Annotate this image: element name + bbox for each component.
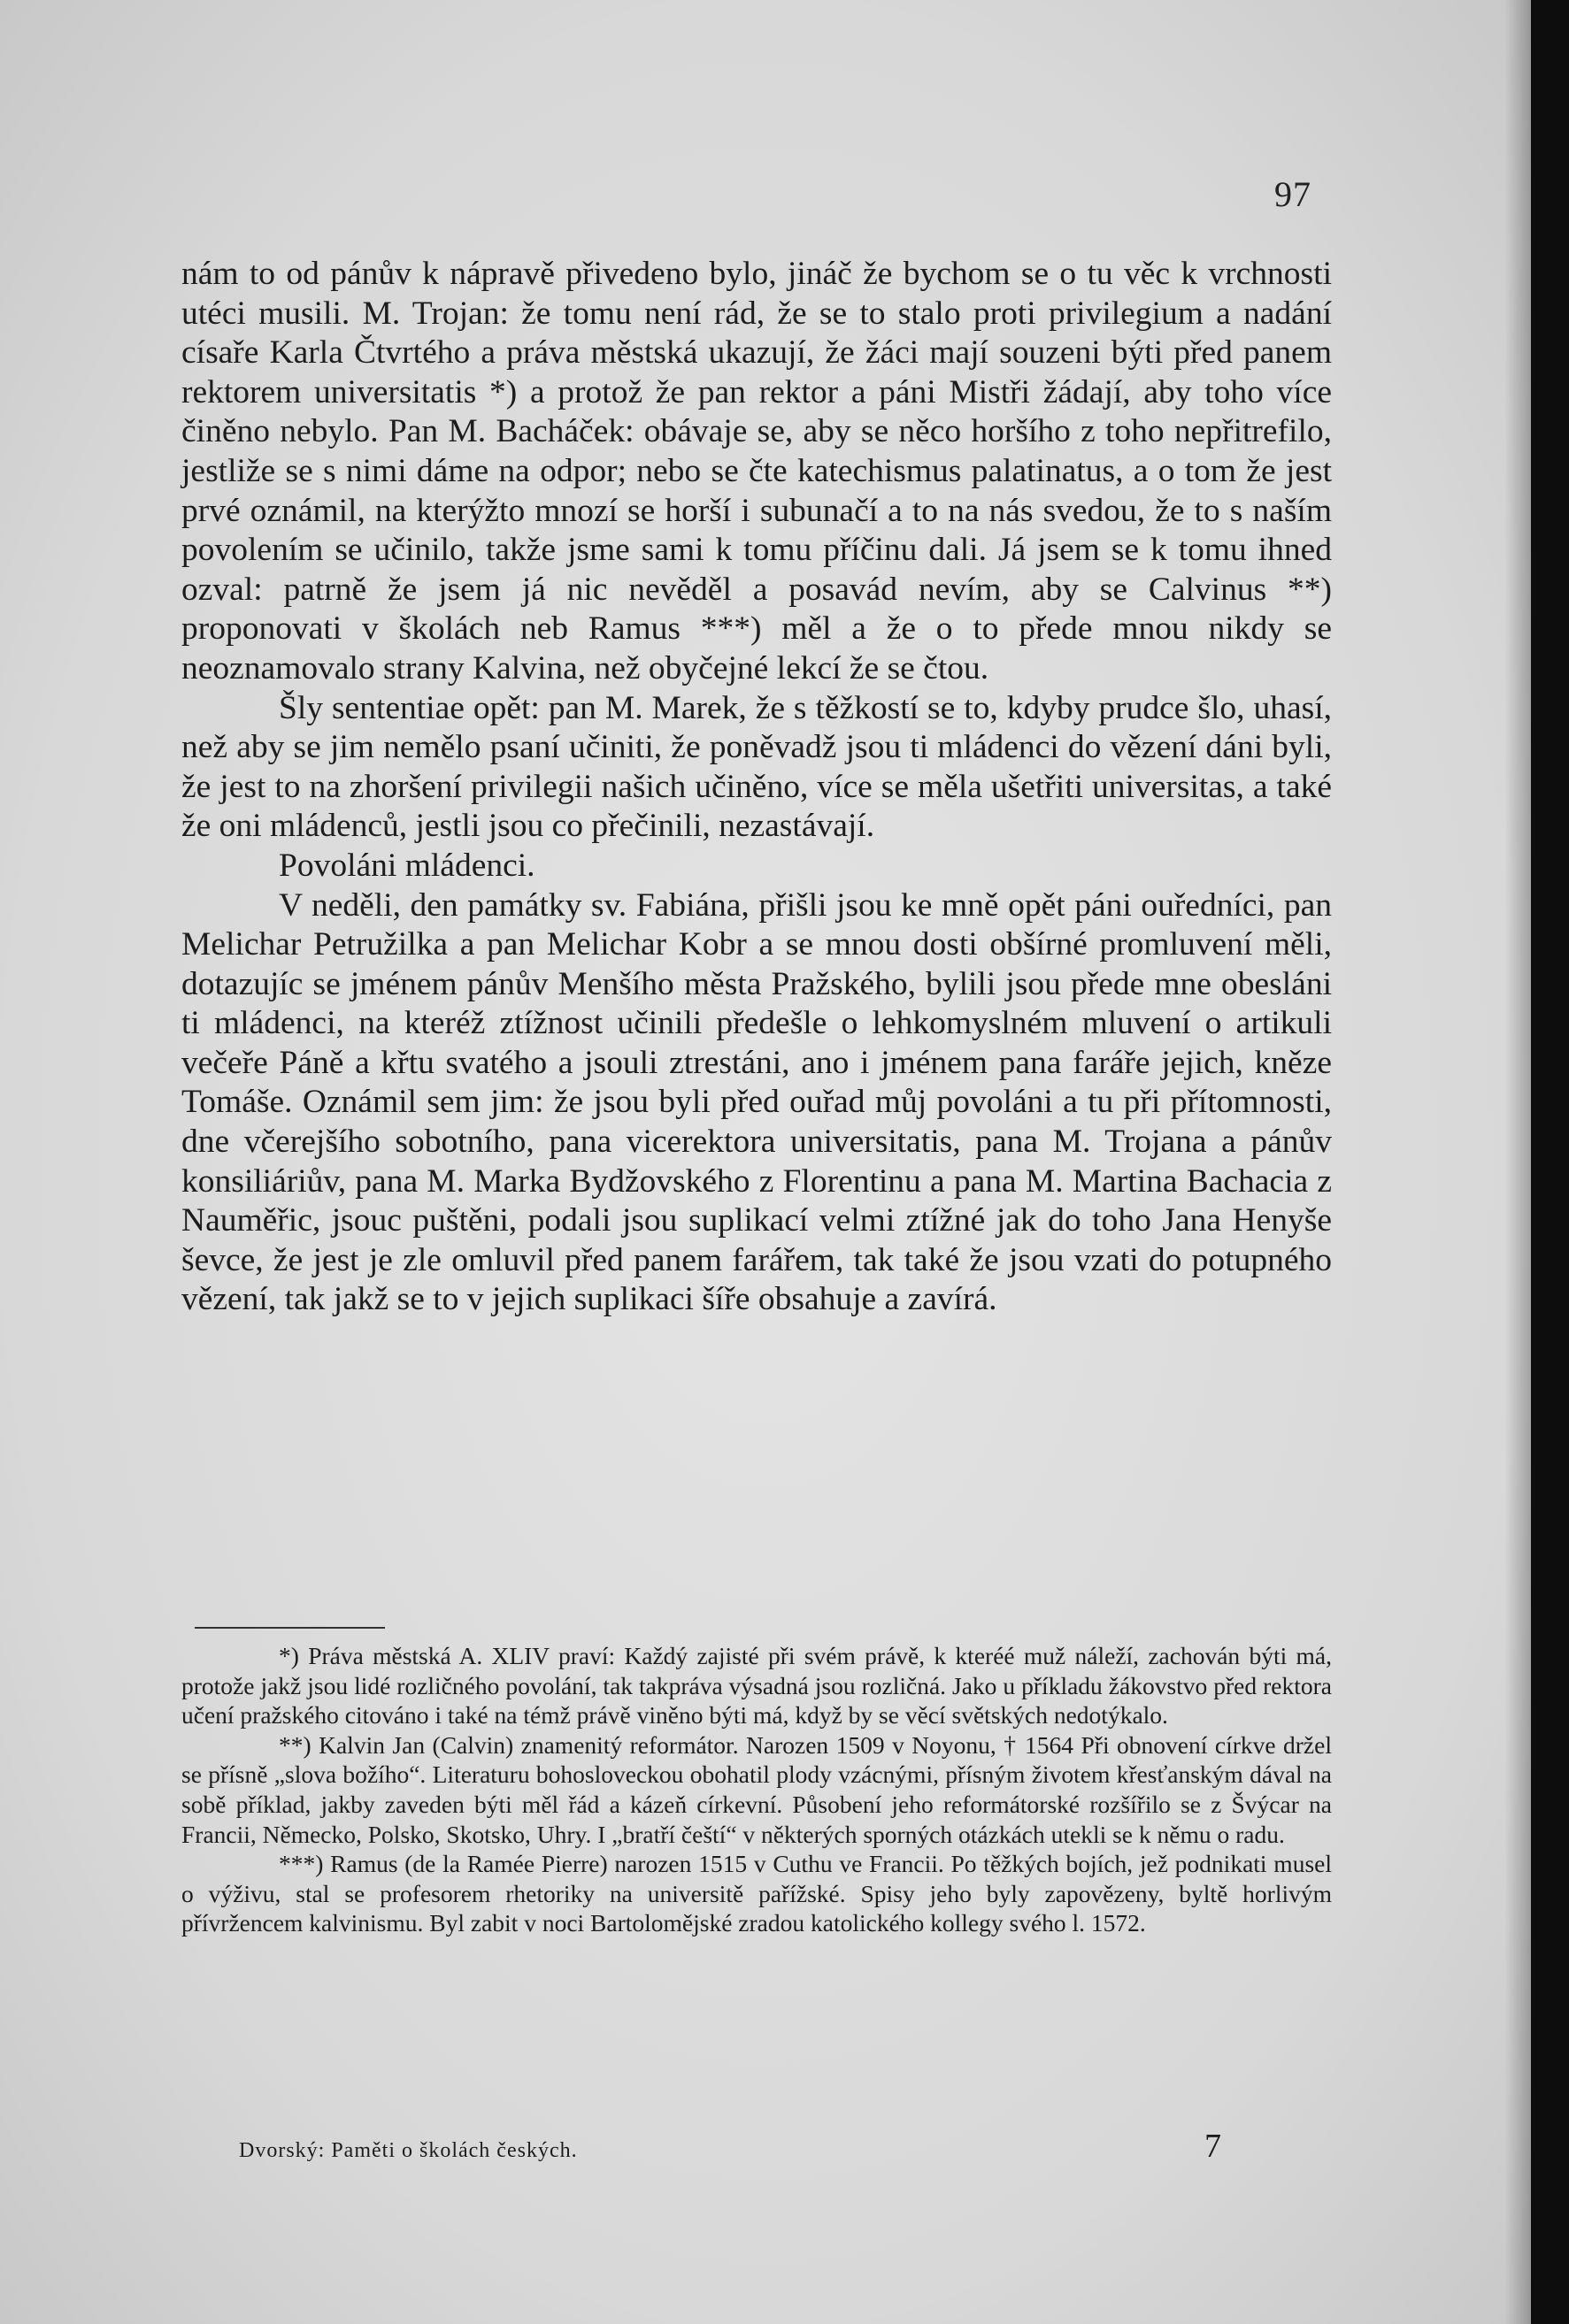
paragraph: V neděli, den památky sv. Fabiána, přišli jsou ke mně opět páni ouředníci, pan Melichar Petružilka a pan Melichar Kobr a se mnou dosti obšírné promluvení měli, dotazujíc se jménem pánův Menšího města Pražského, bylili jsou přede mne obesláni ti mládenci, na kteréž ztížnost učinili předešle o lehkomyslném mluvení o artikuli večeře Páně a křtu svatého a jsouli ztrestáni, ano i jménem pana faráře jejich, kněze Tomáše. Oznámil sem jim: že jsou byli před ouřad můj povoláni a tu při přítomnosti, dne včerejšího sobotního, pana vicerektora universitatis, pana M. Trojana a pánův konsiliáriův, pana M. Marka Bydžovského z Florentinu a pana M. Martina Bachacia z Nauměřic, jsouc puštěni, podali jsou suplikací velmi ztížné jak do toho Jana Henyše ševce, že jest je zle omluvil před panem farářem, tak také že jsou vzati do potupného vězení, tak jakž se to v jejich suplikaci šíře obsahuje a zavírá. xyxy=(181,886,1332,1318)
footnote: *) Práva městská A. XLIV praví: Každý zajisté při svém právě, k kteréé muž náleží, zachován býti má, protože jakž jsou lidé rozličného povolání, tak takpráva výsadná jsou rozličná. Jako u příkladu žákovstvo před rektora učení pražského citováno i také na témž právě viněno býti má, když by se věcí světských nedotýkalo. xyxy=(181,1642,1332,1730)
page-number: 97 xyxy=(1274,174,1311,214)
paragraph: Šly sententiae opět: pan M. Marek, že s těžkostí se to, kdyby prudce šlo, uhasí, než aby se jim nemělo psaní učiniti, že poněvadž jsou ti mládenci do vězení dáni byli, že jest to na zhoršení privilegii našich učiněno, více se měla ušetřiti universitas, a také že oni mládenců, jestli jsou co přečinili, nezastávají. xyxy=(181,689,1332,845)
page-footer xyxy=(239,2127,1221,2166)
paragraph: Povoláni mládenci. xyxy=(279,847,535,884)
footnote: **) Kalvin Jan (Calvin) znamenitý reformátor. Narozen 1509 v Noyonu, † 1564 Při obnovení církve držel se přísně „slova božího“. Literaturu bohosloveckou obohatil plody vzácnými, přísným životem křesťanským dával na sobě příklad, jakby zaveden býti měl řád a kázeň církevní. Působení jeho reformátorské rozšířilo se z Švýcar na Francii, Německo, Polsko, Skotsko, Uhry. I „bratří čeští“ v některých sporných otázkách utekli se k němu o radu. xyxy=(181,1730,1332,1848)
paragraph: nám to od pánův k nápravě přivedeno bylo, jináč že bychom se o tu věc k vrchnosti utéci musili. M. Trojan: že tomu není rád, že se to stalo proti privilegium a nadání císaře Karla Čtvrtého a práva městská ukazují, že žáci mají souzeni býti před panem rektorem universitatis *) a protož že pan rektor a páni Mistři žádají, aby toho více činěno nebylo. Pan M. Bacháček: obávaje se, aby se něco horšího z toho nepřitrefilo, jestliže se s nimi dáme na odpor; nebo se čte katechismus palatinatus, a o tom že jest prvé oznámil, na kterýžto mnozí se horší i subunačí a to na nás svedou, že to s naším povolením se učinilo, takže jsme sami k tomu příčinu dali. Já jsem se k tomu ihned ozval: patrně že jsem já nic nevěděl a posavád nevím, aby se Calvinus **) proponovati v školách neb Ramus ***) měl a že o to přede mnou nikdy se neoznamovalo strany Kalvina, než obyčejné lekcí že se čtou. xyxy=(181,256,1332,686)
footer-signature: Dvorský: Paměti o školách českých. xyxy=(239,2139,578,2162)
footnote: ***) Ramus (de la Ramée Pierre) narozen 1515 v Cuthu ve Francii. Po těžkých bojích, jež podnikati musel o výživu, stal se profesorem rhetoriky na universitě pařížské. Spisy jeho byly zapovězeny, byltě horlivým přívržencem kalvinismu. Byl zabit v noci Bartolomějské zradou katolického kollegy svého l. 1572. xyxy=(181,1850,1332,1937)
signature-mark: 7 xyxy=(1204,2128,1221,2165)
footnote-divider xyxy=(195,1627,385,1629)
footnotes xyxy=(181,1641,1332,1938)
main-text xyxy=(181,255,1332,1320)
page-edge-shadow xyxy=(1504,0,1531,2324)
